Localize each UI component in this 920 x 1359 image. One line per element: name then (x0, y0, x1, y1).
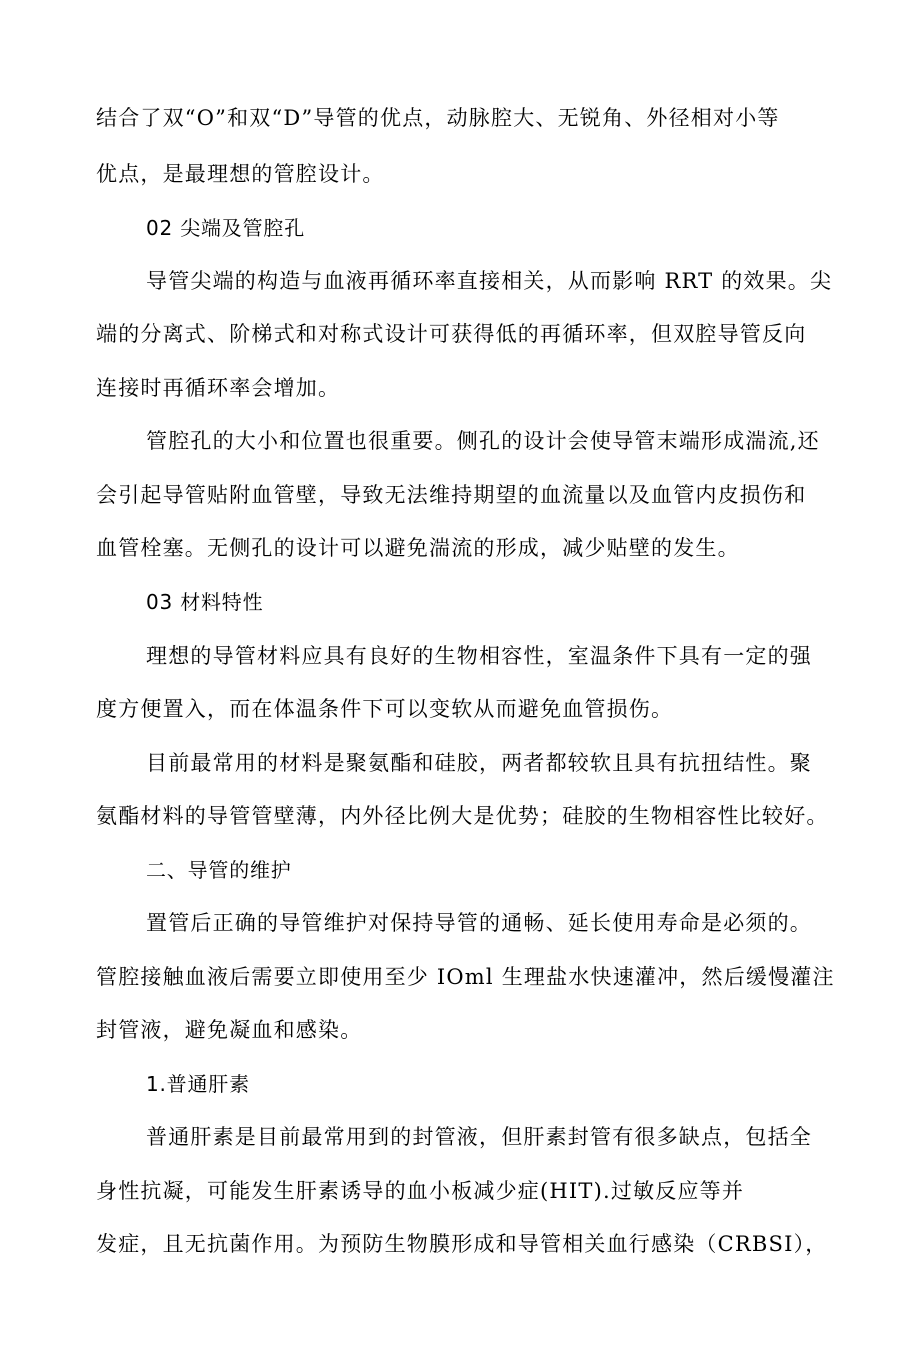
paragraph-line: 氨酯材料的导管管壁薄，内外径比例大是优势；硅胶的生物相容性比较好。 (96, 804, 829, 828)
paragraph-line: 结合了双“O”和双“D”导管的优点，动脉腔大、无锐角、外径相对小等 (96, 106, 780, 130)
paragraph-line: 连接时再循环率会增加。 (96, 376, 341, 400)
paragraph-line: 端的分离式、阶梯式和对称式设计可获得低的再循环率，但双腔导管反向 (96, 322, 807, 346)
paragraph-line: 血管栓塞。无侧孔的设计可以避免湍流的形成，减少贴壁的发生。 (96, 536, 740, 560)
paragraph-line: 优点，是最理想的管腔设计。 (96, 162, 385, 186)
section-heading: 03 材料特性 (146, 590, 264, 614)
section-heading: 02 尖端及管腔孔 (146, 216, 306, 240)
paragraph-line: 目前最常用的材料是聚氨酯和硅胶，两者都较软且具有抗扭结性。聚 (146, 751, 812, 775)
paragraph-line: 普通肝素是目前最常用到的封管液，但肝素封管有很多缺点，包括全 (146, 1125, 812, 1149)
section-heading: 二、导管的维护 (146, 858, 292, 882)
paragraph-line: 导管尖端的构造与血液再循环率直接相关，从而影响 RRT 的效果。尖 (146, 269, 833, 293)
paragraph-line: 管腔孔的大小和位置也很重要。侧孔的设计会使导管末端形成湍流,还 (146, 429, 820, 453)
paragraph-line: 置管后正确的导管维护对保持导管的通畅、延长使用寿命是必须的。 (146, 911, 812, 935)
paragraph-line: 理想的导管材料应具有良好的生物相容性，室温条件下具有一定的强 (146, 644, 812, 668)
paragraph-line: 度方便置入，而在体温条件下可以变软从而避免血管损伤。 (96, 697, 674, 721)
paragraph-line: 身性抗凝，可能发生肝素诱导的血小板减少症(HIT).过敏反应等并 (96, 1179, 745, 1203)
section-heading: 1.普通肝素 (146, 1072, 250, 1096)
paragraph-line: 管腔接触血液后需要立即使用至少 IOml 生理盐水快速灌冲，然后缓慢灌注 (96, 965, 835, 989)
paragraph-line: 会引起导管贴附血管壁，导致无法维持期望的血流量以及血管内皮损伤和 (96, 483, 807, 507)
paragraph-line: 发症，且无抗菌作用。为预防生物膜形成和导管相关血行感染（CRBSI）， (96, 1232, 828, 1256)
paragraph-line: 封管液，避免凝血和感染。 (96, 1018, 363, 1042)
